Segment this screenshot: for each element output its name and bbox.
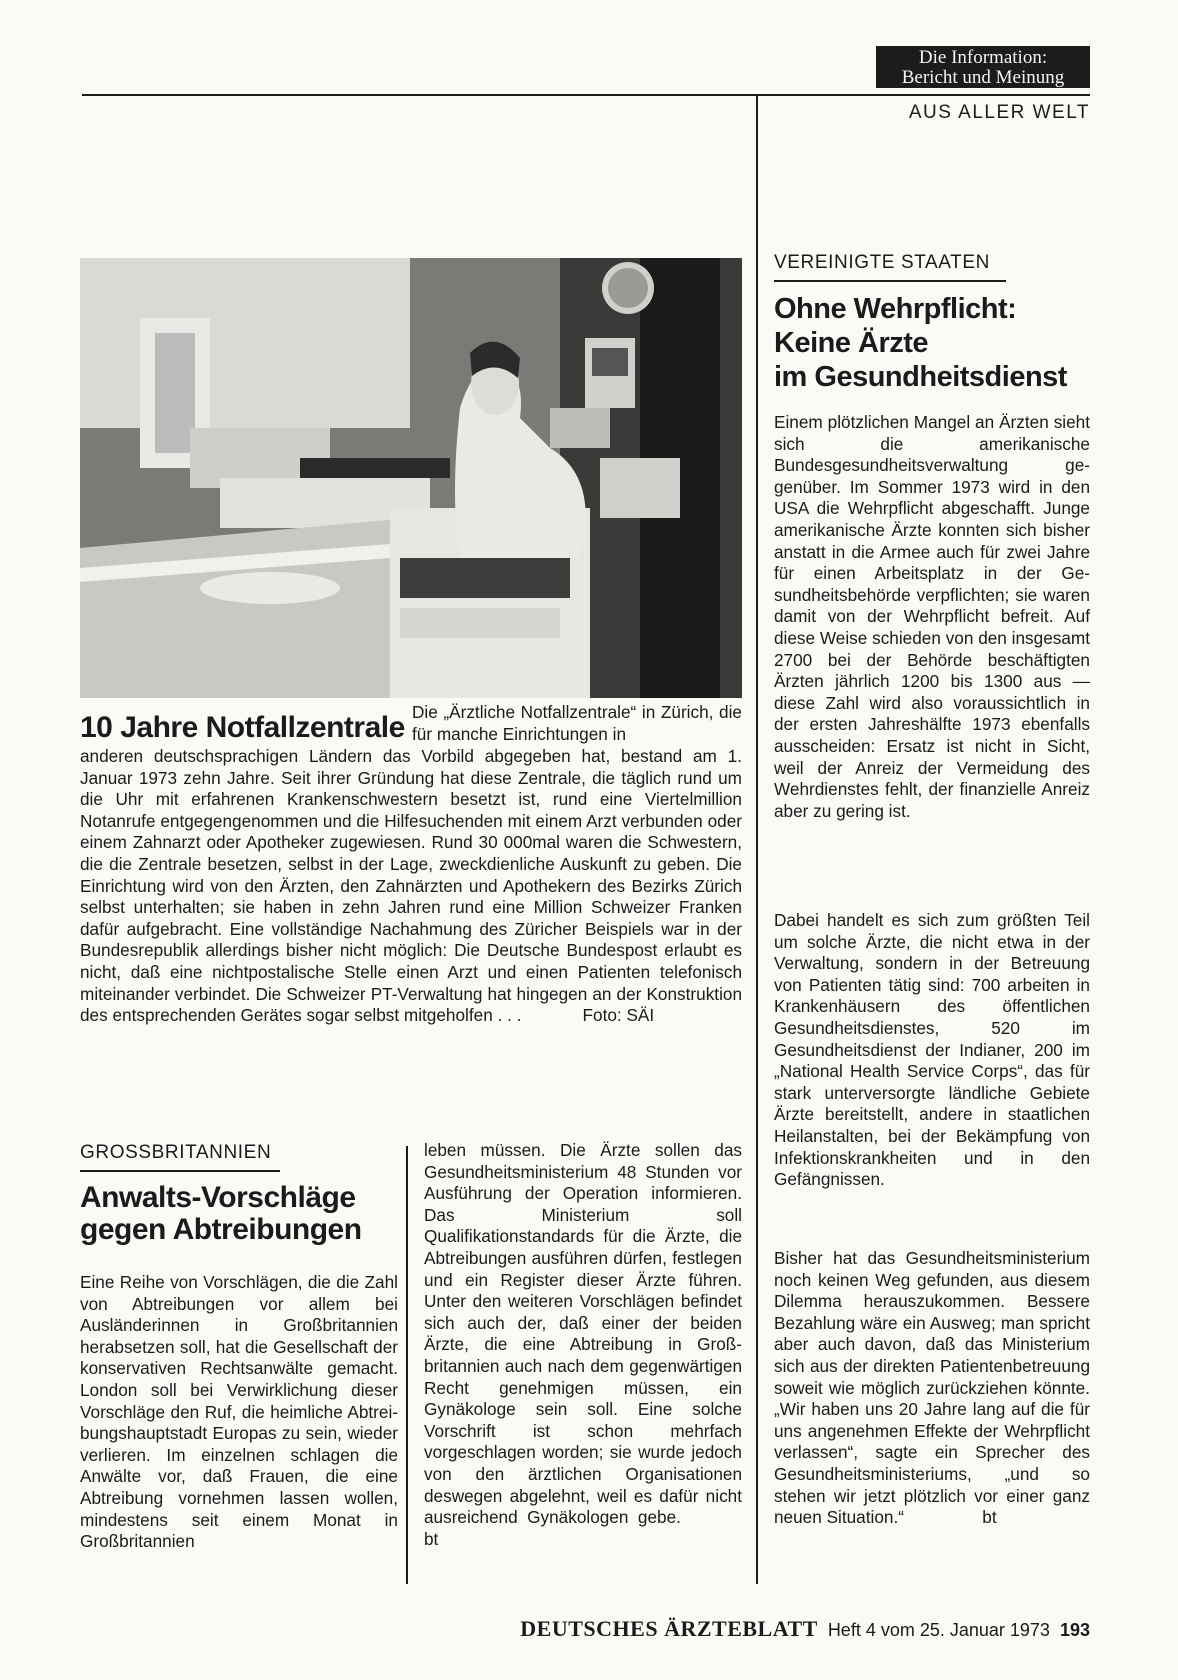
caption-body: anderen deutschsprachigen Ländern das Vorbild abgegeben hat, bestand am 1. Januar 1973 zehn Jahre. Seit ihrer Gründung hat diese Zentrale, die täglich rund um die Uhr mit erfahrenen Krankenschwestern besetzt ist, rund eine Viertelmillion Notanrufe entgegengenommen und die Hilfesuchenden mit einem Arzt verbunden oder einem Zahnarzt oder Apotheker zugewiesen. Rund 30 000mal waren die Schwestern, die die Zentrale besetzen, selbst in der Lage, zweckdienliche Auskunft zu geben. Die Einrichtung wird von den Ärzten, den Zahnärzten und Apothekern des Bezirks Zürich selbst unterhalten; sie haben in zehn Jahren rund eine Million Schweizer Franken dafür aufgebracht. Eine vollständige Nachahmung des Züricher Beispiels war in der Bundesrepublik allerdings bisher nicht möglich: Die Deutsche Bundespost erlaubt es nicht, daß eine nichtpostalische Stelle einen Arzt und einen Patienten telefonisch miteinander verbindet. Die Schweizer PT-Verwaltung hat hingegen an der Konstruktion des entsprechenden Gerätes sogar selbst mitgeholfen . . . Foto: SÄI [80, 746, 742, 1026]
gb-headline-line2: gegen Abtreibungen [80, 1213, 362, 1246]
gb-headline-line1: Anwalts-Vorschläge [80, 1181, 356, 1214]
caption-title: 10 Jahre Notfallzentrale [80, 711, 405, 744]
gb-kicker: GROSSBRITANNIEN [80, 1142, 272, 1163]
gb-paragraph-2: leben müssen. Die Ärzte sollen das Gesundheitsministerium 48 Stunden vor Ausführung der Operation informieren. Das Ministerium soll Qualifikationstandards für die Ärzte, die Abtreibungen ausführen dürfen, festlegen und ein Register dieser Ärzte führen. Unter den weiteren Vorschlägen befindet sich auch der, daß einer der beiden Ärzte, die eine Abtreibung in Großbritannien auch nach dem gegenwärtigen Recht genehmigen müssen, ein Gynäkologe sein soll. Eine solche Vorschrift ist schon mehrfach vorgeschlagen worden; sie wurde jedoch von den ärztlichen Organisationen deswegen abgelehnt, weil es dafür nicht ausreichend Gynäkologen gebe. bt [424, 1140, 742, 1549]
section-label-line2: Bericht und Meinung [901, 67, 1065, 88]
usa-headline-line3: im Gesundheitsdienst [774, 361, 1067, 393]
category-label: AUS ALLER WELT [908, 102, 1090, 123]
usa-headline-line1: Ohne Wehrpflicht: [774, 293, 1017, 325]
caption-lead: Die „Ärztliche Notfallzentrale“ in Zürich, die für manche Einrichtungen in [412, 702, 742, 744]
photo-emergency-center [80, 258, 742, 698]
usa-paragraph-3: Bisher hat das Gesundheitsministerium noch keinen Weg gefunden, aus diesem Dilemma herauszukommen. Bessere Bezahlung wäre ein Ausweg; man spricht aber auch davon, daß das Ministerium sich aus der direkten Patientenbetreuung soweit wie möglich zurückziehen könnte. „Wir haben uns 20 Jahre lang auf die für uns angenehmen Effekte der Wehrpflicht verlassen“, sagte ein Sprecher des Gesundheitsministeriums, „und so stehen wir jetzt plötzlich vor einer ganz neuen Situation.“ bt [774, 1248, 1090, 1528]
usa-headline [774, 292, 1090, 394]
journal-name: DEUTSCHES ÄRZTEBLATT [520, 1616, 818, 1641]
usa-paragraph-1: Einem plötzlichen Mangel an Ärzten sieht sich die amerikanische Bundesgesundheitsverwaltung gegenüber. Im Sommer 1973 wird in den USA die Wehrpflicht abgeschafft. Junge amerikanische Ärzte konnten sich bisher anstatt in die Armee auch für zwei Jahre für einen Arbeitsplatz in der Gesundheitsbehörde verpflichten; sie waren damit von der Wehrpflicht befreit. Auf diese Weise schieden von den insgesamt 2700 bei der Behörde beschäftigten Ärzten jährlich 1200 bis 1300 aus — diese Zahl wird also voraussichtlich in der ersten Jahreshälfte 1973 ebenfalls ausscheiden: Ersatz ist nicht in Sicht, weil der Anreiz der Vermeidung des Wehrdienstes fehlt, der finanzielle Anreiz aber zu gering ist. [774, 412, 1090, 821]
usa-headline-line2: Keine Ärzte [774, 327, 929, 359]
page-number: 193 [1059, 1620, 1090, 1640]
gb-kicker-rule [80, 1170, 280, 1172]
section-label-line1: Die Information: [918, 47, 1048, 68]
gb-paragraph-1: Eine Reihe von Vorschlägen, die die Zahl von Abtreibungen vor allem bei Ausländerinnen in Großbritannien herabsetzen soll, hat die Gesellschaft der konservativen Rechtsanwälte gemacht. London soll bei Verwirklichung dieser Vorschläge den Ruf, die heimliche Abtreibungshauptstadt Europas zu sein, wieder verlieren. Im einzelnen schlagen die Anwälte vor, daß Frauen, die eine Abtreibung vornehmen lassen wollen, mindestens seit einem Monat in Großbritannien [80, 1272, 398, 1552]
usa-kicker: VEREINIGTE STAATEN [774, 252, 990, 273]
issue-info: Heft 4 vom 25. Januar 1973 [827, 1620, 1050, 1640]
section-label [876, 46, 1090, 88]
gb-headline [80, 1182, 400, 1246]
header-rule [82, 94, 1090, 96]
usa-kicker-rule [774, 280, 1006, 282]
page-footer [520, 1616, 1090, 1642]
column-divider [756, 96, 758, 1584]
usa-paragraph-2: Dabei handelt es sich zum größten Teil um solche Ärzte, die nicht etwa in der Verwaltung, sondern in der Betreuung von Patienten tätig sind: 700 arbeiten in Krankenhäusern des öffentlichen Gesundheitsdienstes, 520 im Gesundheitsdienst der Indianer, 200 im „National Health Service Corps“, das für stark unterversorgte ländliche Gebiete Ärzte bereitstellt, andere in staatlichen Heilanstalten, bei der Bekämpfung von Infektionskrankheiten und in den Gefängnissen. [774, 910, 1090, 1190]
gb-column-divider [406, 1146, 408, 1584]
